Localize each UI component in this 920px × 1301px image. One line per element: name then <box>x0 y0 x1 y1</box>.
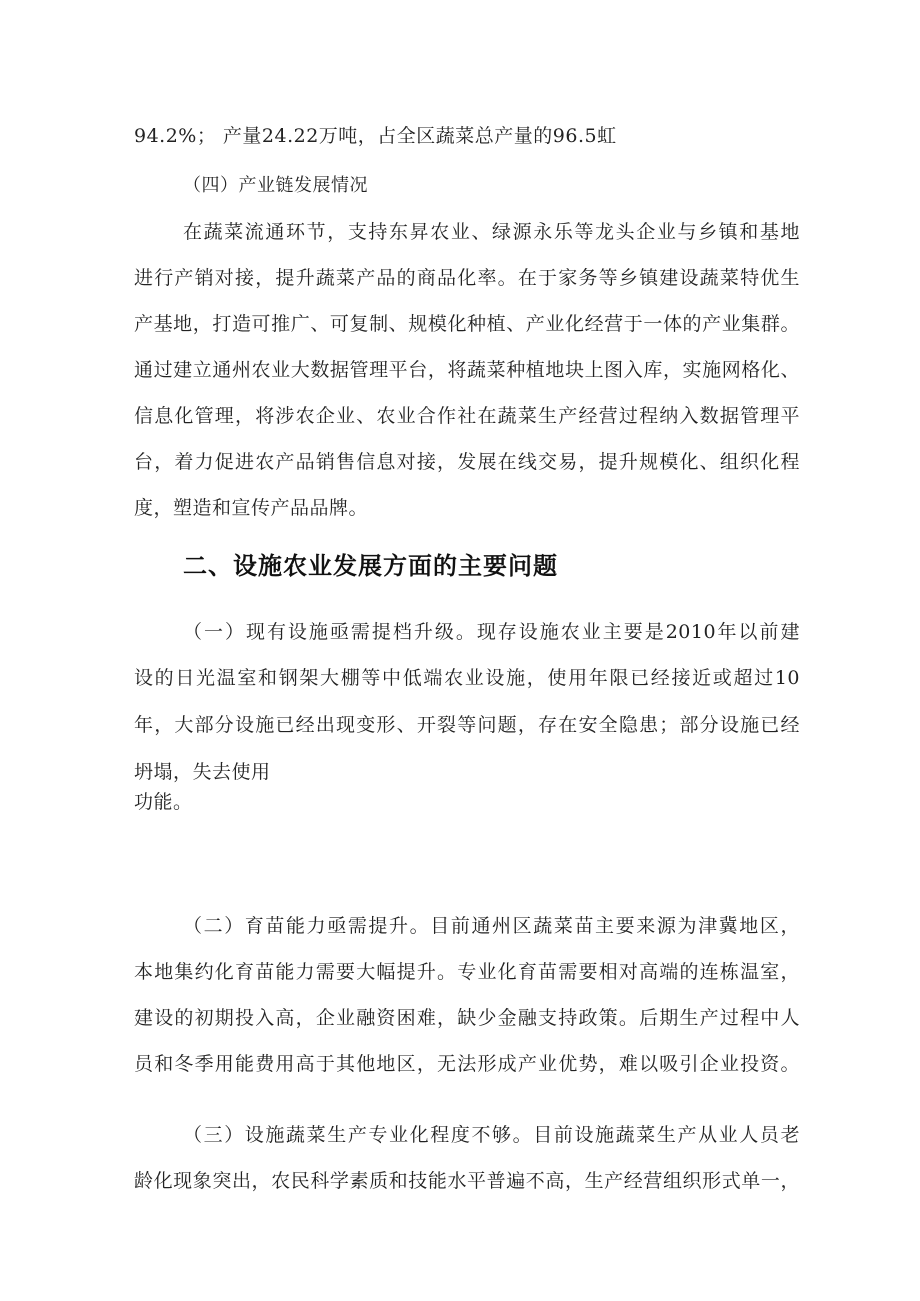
paragraph-line: 通过建立通州农业大数据管理平台，将蔬菜种植地块上图入库，实施网格化、 <box>134 359 800 381</box>
paragraph-line: 本地集约化育苗能力需要大幅提升。专业化育苗需要相对高端的连栋温室， <box>134 961 800 983</box>
paragraph-line: 进行产销对接，提升蔬菜产品的商品化率。在于家务等乡镇建设蔬菜特优生 <box>134 267 800 289</box>
paragraph-line: 设的日光温室和钢架大棚等中低端农业设施，使用年限已经接近或超过10 <box>134 667 800 689</box>
continuation-line: 94.2%； 产量24.22万吨，占全区蔬菜总产量的96.5虹 <box>134 125 617 147</box>
section-heading: （四）产业链发展情况 <box>183 175 368 196</box>
paragraph-line: （三）设施蔬菜生产专业化程度不够。目前设施蔬菜生产从业人员老 <box>183 1124 800 1146</box>
paragraph-line: 建设的初期投入高，企业融资困难，缺少金融支持政策。后期生产过程中人 <box>134 1007 800 1029</box>
paragraph-line: 台，着力促进农产品销售信息对接，发展在线交易，提升规模化、组织化程 <box>134 451 800 473</box>
paragraph-line: 坍塌，失去使用 <box>134 761 271 783</box>
paragraph-line: 员和冬季用能费用高于其他地区，无法形成产业优势，难以吸引企业投资。 <box>134 1053 800 1075</box>
chapter-title: 二、设施农业发展方面的主要问题 <box>183 552 558 580</box>
paragraph-line: 在蔬菜流通环节，支持东昇农业、绿源永乐等龙头企业与乡镇和基地 <box>183 221 800 243</box>
paragraph-line: （一）现有设施亟需提档升级。现存设施农业主要是2010年以前建 <box>183 621 800 643</box>
paragraph-line: 龄化现象突出，农民科学素质和技能水平普遍不高，生产经营组织形式单一， <box>134 1170 800 1192</box>
paragraph-line: 度，塑造和宣传产品品牌。 <box>134 497 369 519</box>
paragraph-line: 信息化管理，将涉农企业、农业合作社在蔬菜生产经营过程纳入数据管理平 <box>134 405 800 427</box>
paragraph-line: 年，大部分设施已经出现变形、开裂等问题，存在安全隐患；部分设施已经 <box>134 714 800 736</box>
paragraph-line: （二）育苗能力亟需提升。目前通州区蔬菜苗主要来源为津冀地区， <box>183 915 800 937</box>
paragraph-line: 功能。 <box>134 791 193 813</box>
paragraph-line: 产基地，打造可推广、可复制、规模化种植、产业化经营于一体的产业集群。 <box>134 313 800 335</box>
